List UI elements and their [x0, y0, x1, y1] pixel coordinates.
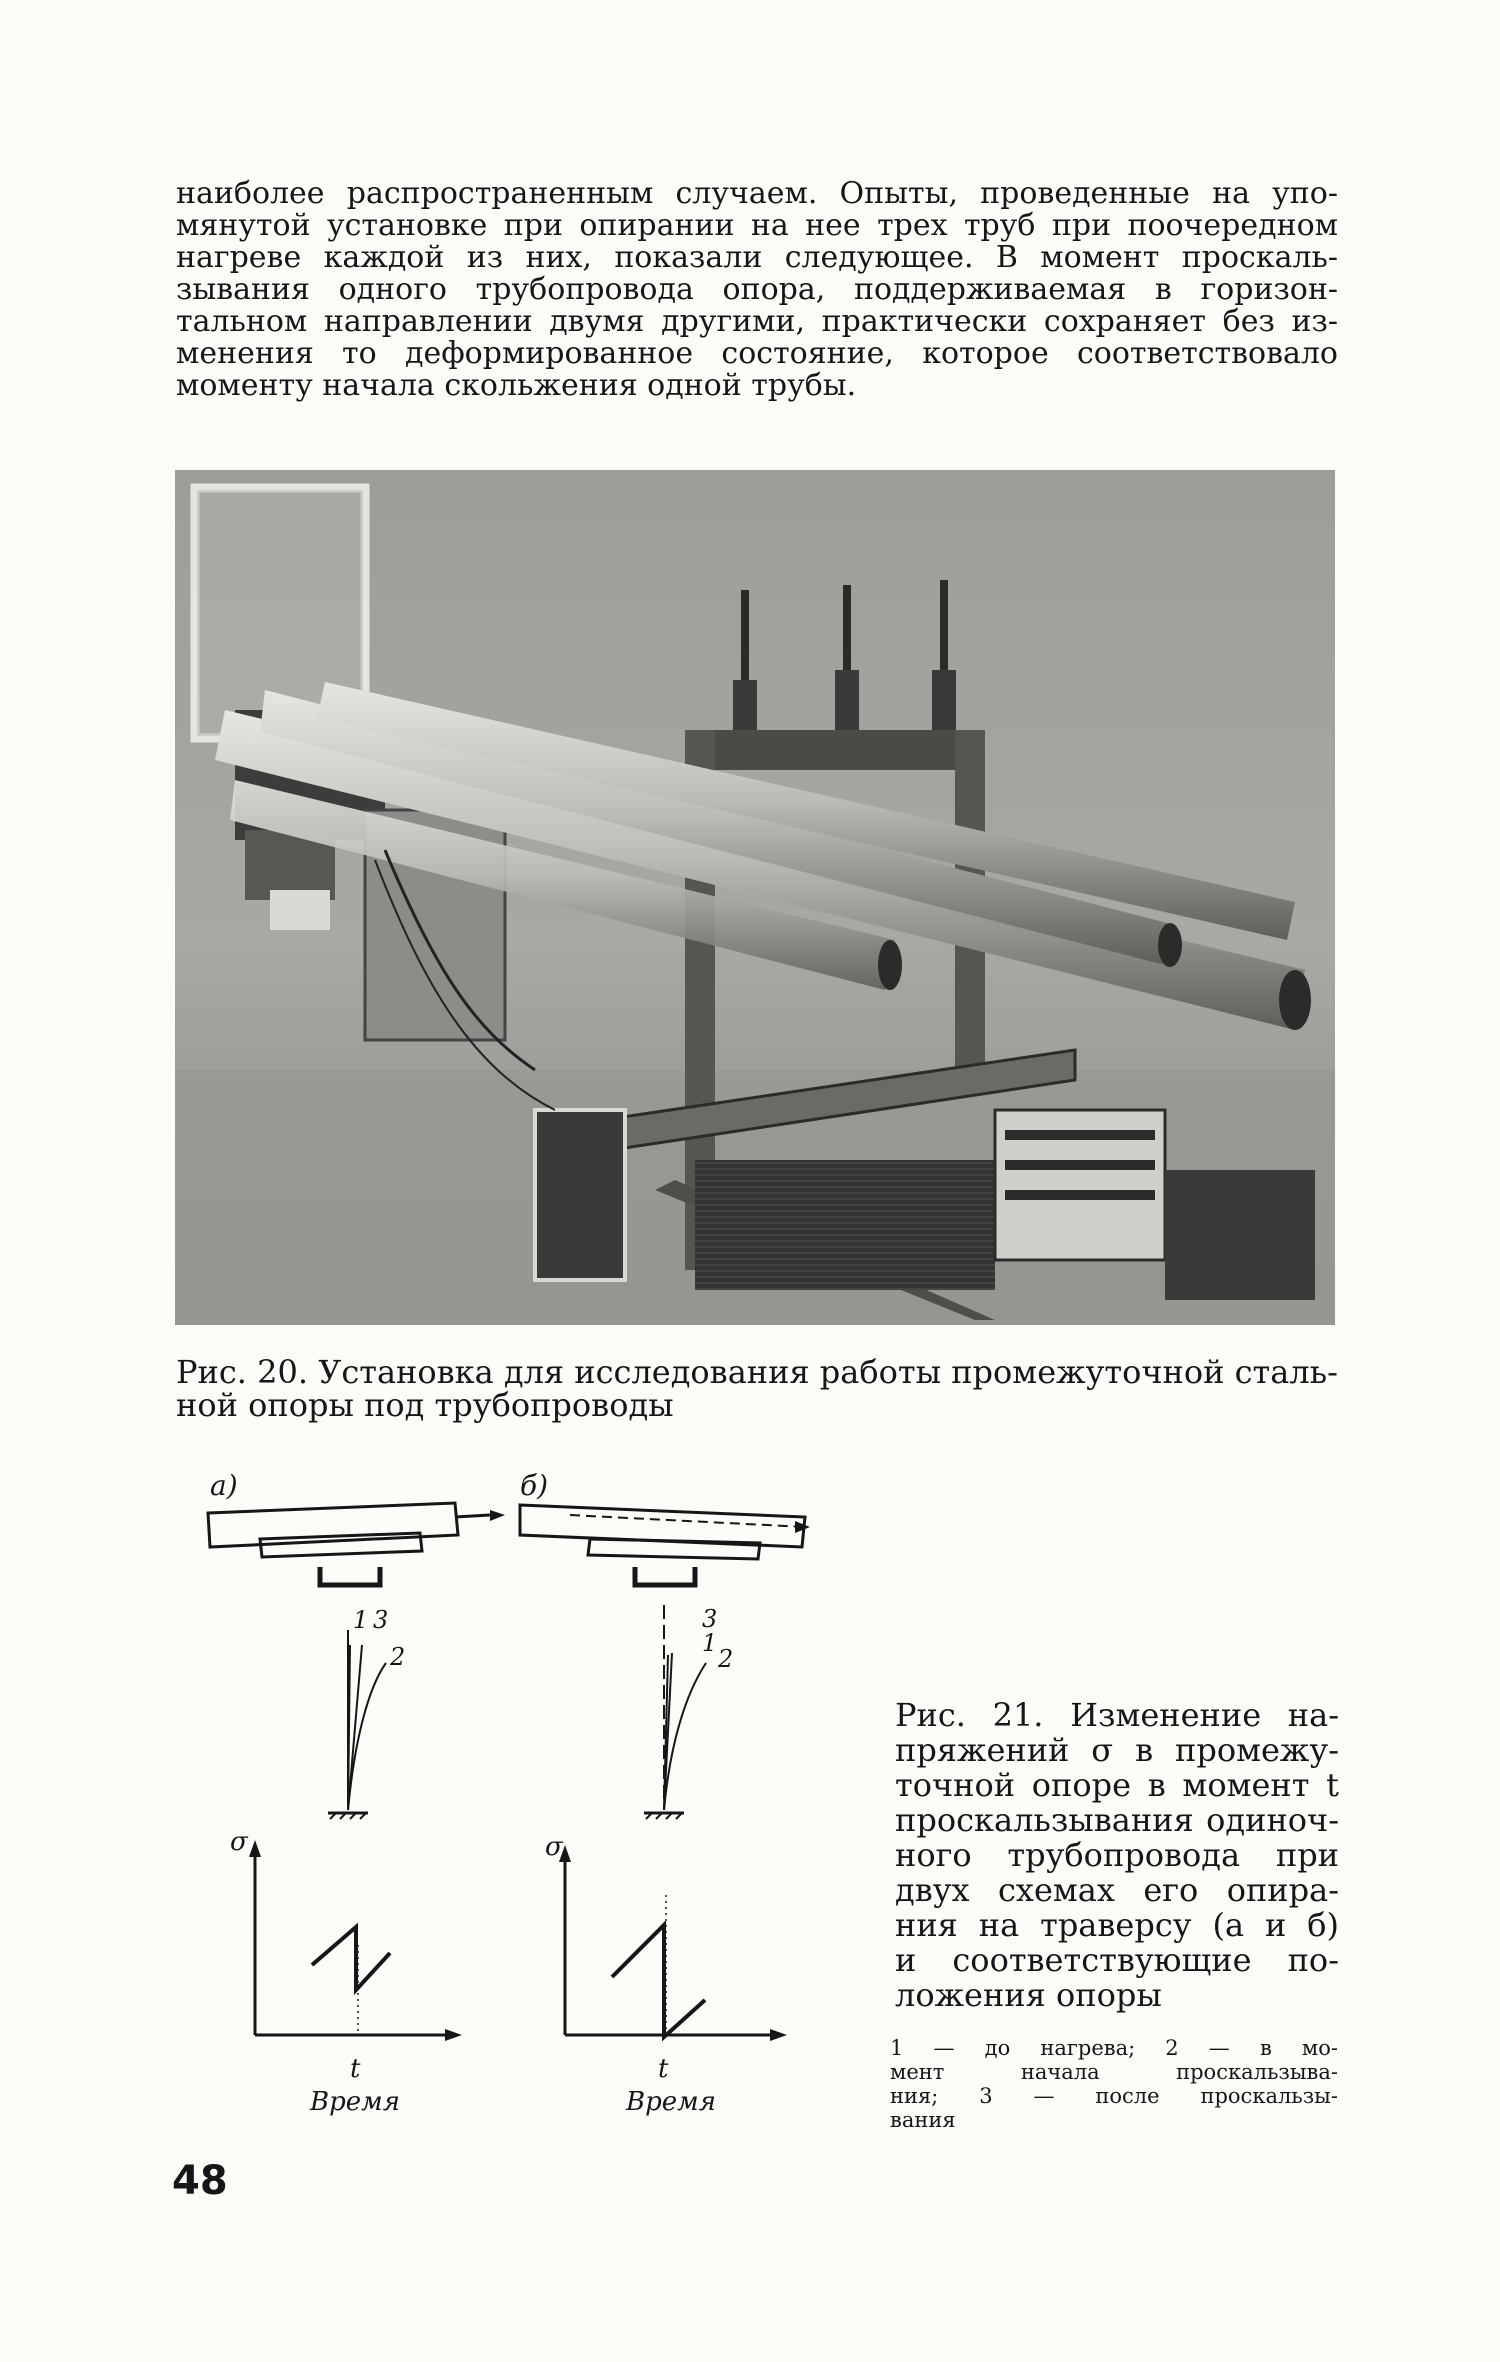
caption-line: ного трубопровода при — [895, 1836, 1339, 1874]
figure20-caption — [176, 1353, 1338, 1424]
figure21-legend — [890, 2036, 1338, 2132]
text-line: менения то деформированное состояние, которое соответствовало — [176, 336, 1338, 371]
caption-line: точной опоре в момент t — [895, 1766, 1339, 1804]
text-line: зывания одного трубопровода опора, поддерживаемая в горизон- — [176, 272, 1338, 307]
curve-label-2: 2 — [390, 1643, 406, 1671]
caption-line: ложения опоры — [895, 1976, 1162, 2014]
panel-b — [520, 1469, 810, 2117]
text-line: нагреве каждой из них, показали следующее. В момент проскаль- — [176, 240, 1338, 275]
figure21-caption — [895, 1698, 1339, 2013]
page-number: 48 — [172, 2158, 228, 2204]
legend-line: вания — [890, 2108, 956, 2132]
x-axis-label: Время — [310, 2087, 400, 2117]
t-label: t — [658, 2054, 669, 2084]
legend-line: 1 — до нагрева; 2 — в мо- — [890, 2036, 1338, 2060]
x-axis-label: Время — [626, 2087, 716, 2117]
y-axis-label: σ — [545, 1832, 563, 1862]
curve-label-1: 1 — [353, 1606, 369, 1634]
caption-line: ной опоры под трубопроводы — [176, 1386, 674, 1424]
text-line: тальном направлении двумя другими, практически сохраняет без из- — [176, 304, 1338, 339]
panel-a-label: а) — [210, 1469, 238, 1502]
caption-line: Рис. 21. Изменение на- — [895, 1696, 1339, 1734]
t-label: t — [350, 2054, 361, 2084]
caption-line: двух схемах его опира- — [895, 1871, 1339, 1909]
curve-label-3: 3 — [373, 1606, 389, 1634]
caption-line: пряжений σ в промежу- — [895, 1731, 1339, 1769]
body-paragraph — [176, 178, 1338, 402]
figure21-diagram — [190, 1455, 850, 2135]
panel-a — [208, 1469, 505, 2117]
legend-line: ния; 3 — после проскальзы- — [890, 2084, 1338, 2108]
figure20-photo — [175, 470, 1335, 1325]
text-line: моменту начала скольжения одной трубы. — [176, 368, 857, 403]
caption-line: и соответствующие по- — [895, 1941, 1339, 1979]
curve-label-1: 1 — [702, 1629, 718, 1657]
y-axis-label: σ — [230, 1827, 248, 1857]
caption-line: Рис. 20. Установка для исследования работы промежуточной сталь- — [176, 1353, 1338, 1391]
caption-line: проскальзывания одиноч- — [895, 1801, 1339, 1839]
curve-label-2: 2 — [718, 1645, 734, 1673]
panel-b-label: б) — [520, 1469, 549, 1502]
legend-line: мент начала проскальзыва- — [890, 2060, 1338, 2084]
curve-label-3: 3 — [702, 1605, 718, 1633]
text-line: мянутой установке при опирании на нее трех труб при поочередном — [176, 208, 1338, 243]
text-line: наиболее распространенным случаем. Опыты, проведенные на упо- — [176, 176, 1338, 211]
caption-line: ния на траверсу (а и б) — [895, 1906, 1339, 1944]
